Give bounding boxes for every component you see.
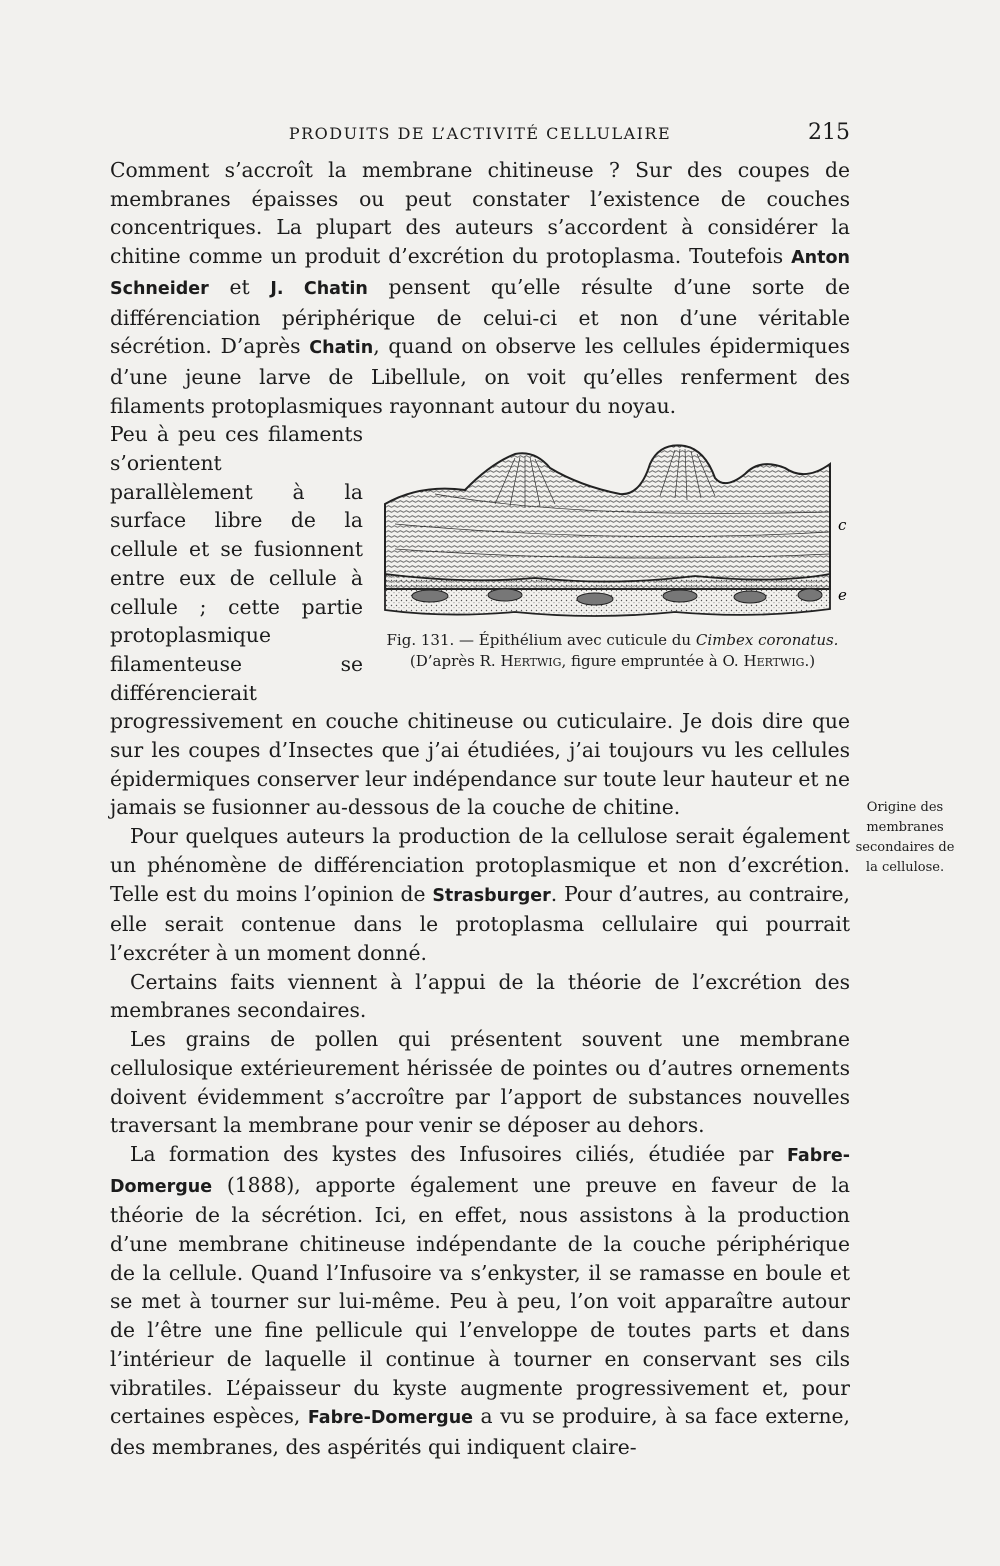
running-head (110, 120, 850, 146)
epithelium-illustration (375, 424, 850, 624)
caption-text: (D’après R. (409, 652, 496, 671)
caption-author: Hertwig (500, 652, 562, 671)
text-run: (1888), apporte également une preuve en faveur de la théorie de la sécrétion. Ici, en effet, nous assistons à la production d’une membrane chitineuse indépendante de la couche périphérique de la cellule. Quand l’Infusoire va s’enkyster, il se ramasse en boule et se met à tourner sur lui-même. Peu à peu, l’on voit apparaître autour de l’être une fine pellicule qui l’enveloppe de toutes parts et dans l’intérieur de laquelle il continue à tourner en conservant ses cils vibratiles. L’épaisseur du kyste augmente progressivement et, pour certaines espèces, (110, 1172, 850, 1429)
caption-species: Cimbex coronatus. (695, 631, 839, 650)
body-text (110, 156, 850, 1462)
text-run: . Pour d’autres, au contraire, elle serait contenue dans le protoplasma cellulaire qui pourrait l’excréter à un moment donné. (110, 881, 850, 965)
caption-text: .) (804, 652, 816, 671)
caption-text: , figure empruntée à O. (561, 652, 739, 671)
text-run: Pour quelques auteurs la production de la cellulose serait également un phénomène de différenciation protoplasmique et non d’excrétion. Telle est du moins l’opinion de (110, 824, 850, 906)
paragraph-1 (110, 156, 850, 420)
text-run: Comment s’accroît la membrane chitineuse ? Sur des coupes de membranes épaisses ou peut constater l’existence de couches concentriques. La plupart des auteurs s’accordent à considérer la chitine comme un produit d’excrétion du protoplasma. Toutefois (110, 158, 850, 269)
cuticle-layer (385, 446, 830, 590)
paragraph-5: Les grains de pollen qui présentent souvent une membrane cellulosique extérieurement hérissée de pointes ou d’autres ornements doivent évidemment s’accroître par l’apport de substances nouvelles traversant la membrane pour venir se déposer au dehors. (110, 1027, 850, 1138)
paragraph-6 (110, 1140, 850, 1462)
text-run: pensent qu’elle résulte d’une sorte de différenciation périphérique de celui-ci et non d’une véritable sécrétion. D’après (110, 274, 851, 359)
running-title: PRODUITS DE L’ACTIVITÉ CELLULAIRE (288, 124, 672, 143)
text-run: , quand on observe les cellules épidermiques d’une jeune larve de Libellule, on voit qu’elles renferment des filaments protoplasmiques rayonnant autour du noyau. (110, 334, 851, 418)
label-c: c (838, 516, 847, 535)
margin-note: Origine des membranes secondaires de la cellulose. (855, 800, 955, 875)
author-name: J. Chatin (270, 278, 368, 299)
text-run: a vu se produire, à sa face externe, des membranes, des aspérités qui indiquent claire- (110, 1404, 850, 1459)
paragraph-2: Peu à peu ces filaments s’orientent parallèlement à la surface libre de la cellule et se fusionnent entre eux de cellule à cellule ; cette partie protoplasmique filamenteuse se différencierait progressivement en couche chitineuse ou cuticulaire. Je dois dire que sur les coupes d’Insectes que j’ai étudiées, j’ai toujours vu les cellules épidermiques conserver leur indépendance sur toute leur hauteur et ne jamais se fusionner au-dessous de la couche de chitine. (110, 422, 850, 820)
figure-131 (375, 424, 850, 682)
text-run: et (208, 274, 271, 299)
caption-author: Hertwig (743, 652, 805, 671)
paragraph-3 (110, 822, 850, 968)
author-name: Anton Schneider (110, 248, 850, 299)
author-name: Fabre-Domergue (307, 1408, 474, 1429)
page-number: 215 (808, 120, 850, 145)
label-e: e (838, 586, 847, 605)
caption-text: Fig. 131. — Épithélium avec cuticule du (386, 631, 692, 650)
text-run: La formation des kystes des Infusoires ciliés, étudiée par (130, 1141, 787, 1166)
author-name: Strasburger (432, 885, 551, 906)
figure-caption (375, 630, 850, 672)
author-name: Fabre-Domergue (110, 1145, 850, 1197)
author-name: Chatin (309, 338, 374, 359)
paragraph-4: Certains faits viennent à l’appui de la théorie de l’excrétion des membranes secondaires. (110, 969, 850, 1023)
